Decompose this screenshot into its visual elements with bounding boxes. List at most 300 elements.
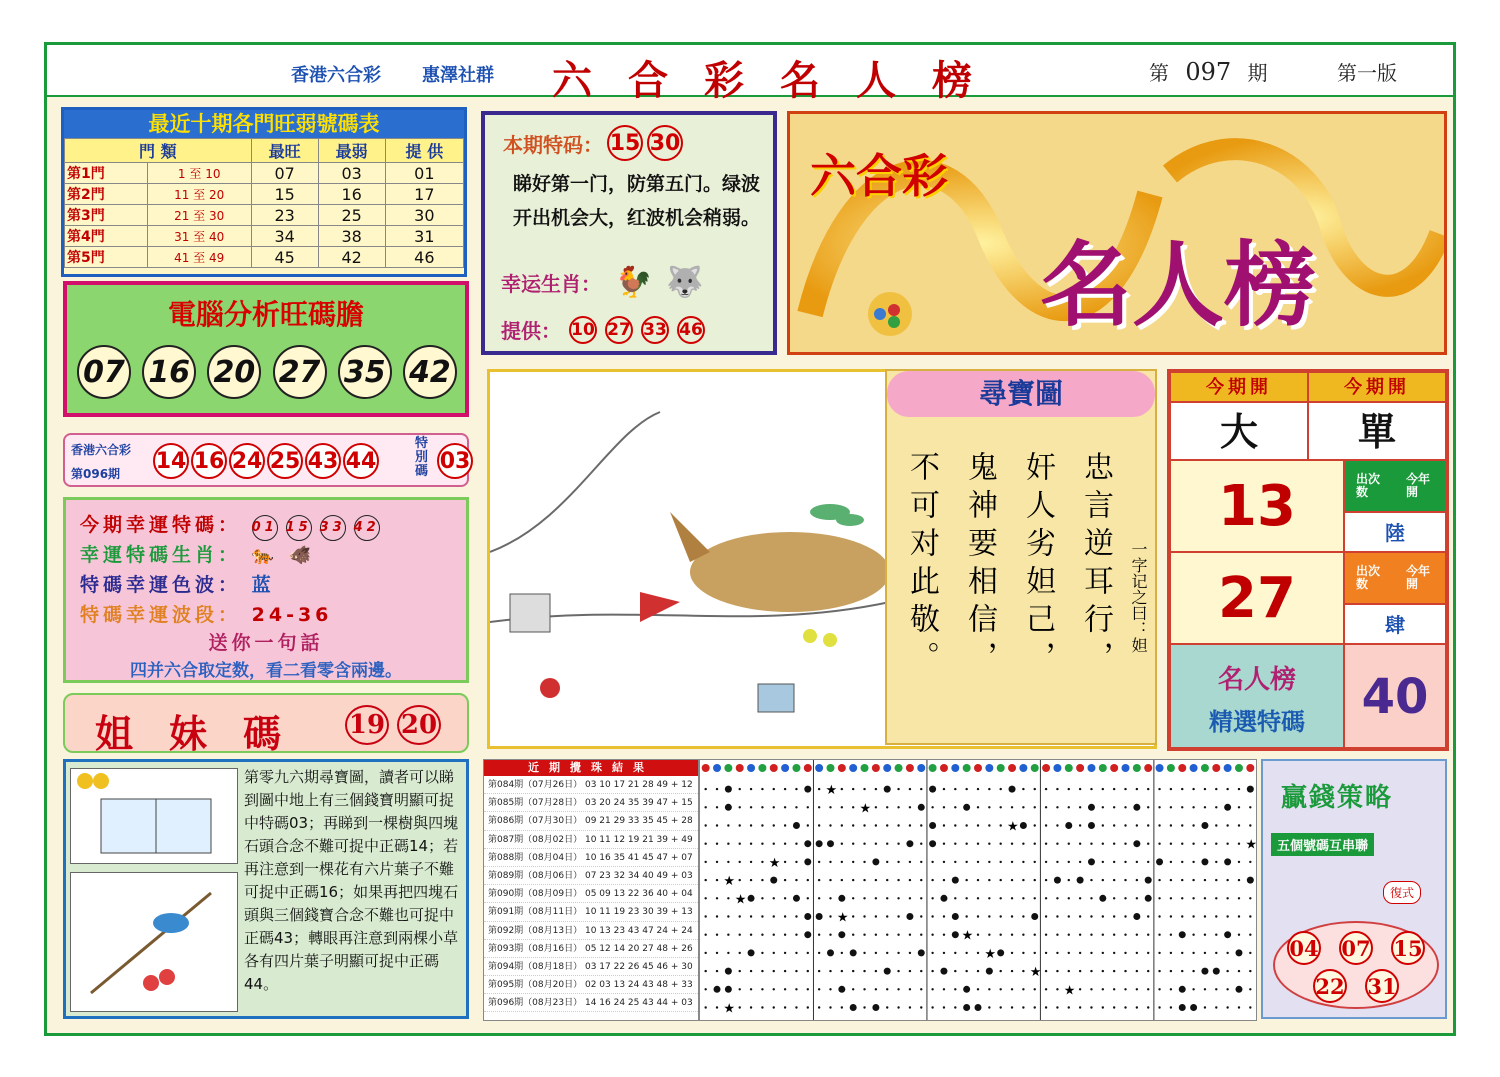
empty-dot	[750, 824, 752, 826]
empty-dot	[875, 988, 877, 990]
table-row: 第091期（08月11日） 10 11 19 23 30 39 + 13	[484, 903, 698, 921]
empty-dot	[795, 861, 797, 863]
header-ball	[713, 764, 721, 772]
special-star: ★	[734, 892, 747, 908]
empty-dot	[1181, 915, 1183, 917]
empty-dot	[886, 897, 888, 899]
hit-dot	[1099, 895, 1106, 902]
table-row: 第2門 11 至 20 15 16 17	[65, 184, 464, 205]
empty-dot	[1181, 806, 1183, 808]
empty-dot	[863, 843, 865, 845]
empty-dot	[784, 915, 786, 917]
empty-dot	[784, 934, 786, 936]
empty-dot	[704, 824, 706, 826]
empty-dot	[909, 861, 911, 863]
empty-dot	[1022, 897, 1024, 899]
empty-dot	[886, 1006, 888, 1008]
header-ball	[1122, 764, 1130, 772]
empty-dot	[704, 788, 706, 790]
hit-dot	[850, 949, 857, 956]
empty-dot	[1102, 915, 1104, 917]
empty-dot	[795, 806, 797, 808]
empty-dot	[1147, 934, 1149, 936]
empty-dot	[1124, 1006, 1126, 1008]
luck-row-zodiac: 幸運特碼生肖： 🐅 🐗	[80, 544, 316, 566]
empty-dot	[727, 915, 729, 917]
header-ball	[724, 764, 732, 772]
empty-dot	[1011, 970, 1013, 972]
empty-dot	[988, 988, 990, 990]
empty-dot	[863, 788, 865, 790]
empty-dot	[818, 988, 820, 990]
empty-dot	[909, 806, 911, 808]
empty-dot	[727, 843, 729, 845]
empty-dot	[704, 915, 706, 917]
empty-dot	[807, 952, 809, 954]
empty-dot	[1204, 1006, 1206, 1008]
empty-dot	[807, 806, 809, 808]
hit-dot	[1054, 877, 1061, 884]
empty-dot	[1136, 970, 1138, 972]
header	[47, 45, 1453, 104]
empty-dot	[1113, 824, 1115, 826]
empty-dot	[1068, 934, 1070, 936]
number-ball: 04	[1287, 931, 1321, 965]
empty-dot	[1158, 879, 1160, 881]
empty-dot	[999, 988, 1001, 990]
hit-dot	[770, 877, 777, 884]
empty-dot	[1022, 861, 1024, 863]
empty-dot	[1249, 806, 1251, 808]
number-ball: 42	[354, 515, 380, 541]
empty-dot	[1170, 806, 1172, 808]
empty-dot	[1238, 934, 1240, 936]
header-ball	[702, 764, 710, 772]
empty-dot	[716, 806, 718, 808]
hit-dot	[963, 804, 970, 811]
hit-dot	[827, 949, 834, 956]
hit-dot	[1088, 822, 1095, 829]
header-ball	[1201, 764, 1209, 772]
col-max: 最旺	[251, 139, 318, 163]
empty-dot	[1034, 879, 1036, 881]
empty-dot	[886, 843, 888, 845]
empty-dot	[1102, 843, 1104, 845]
empty-dot	[852, 806, 854, 808]
empty-dot	[965, 915, 967, 917]
empty-dot	[920, 1006, 922, 1008]
special-star: ★	[961, 928, 974, 944]
empty-dot	[863, 952, 865, 954]
empty-dot	[750, 934, 752, 936]
empty-dot	[909, 970, 911, 972]
hit-dot	[975, 1004, 982, 1011]
empty-dot	[954, 861, 956, 863]
empty-dot	[977, 934, 979, 936]
table-row: 第095期（08月20日） 02 03 13 24 43 48 + 33	[484, 976, 698, 994]
empty-dot	[920, 879, 922, 881]
empty-dot	[1102, 970, 1104, 972]
strategy-subtitle: 五個號碼互串聯	[1271, 833, 1374, 856]
strategy-mode: 復式	[1383, 881, 1421, 904]
empty-dot	[1181, 879, 1183, 881]
empty-dot	[784, 952, 786, 954]
empty-dot	[795, 1006, 797, 1008]
empty-dot	[920, 897, 922, 899]
number-ball: 44	[343, 443, 379, 479]
empty-dot	[1022, 970, 1024, 972]
empty-dot	[1124, 988, 1126, 990]
empty-dot	[795, 788, 797, 790]
empty-dot	[761, 879, 763, 881]
empty-dot	[1068, 806, 1070, 808]
hit-dot	[929, 822, 936, 829]
empty-dot	[1113, 915, 1115, 917]
header-ball	[1144, 764, 1152, 772]
empty-dot	[784, 970, 786, 972]
empty-dot	[875, 952, 877, 954]
door-table	[61, 107, 467, 277]
empty-dot	[1079, 970, 1081, 972]
special-star: ★	[984, 946, 997, 962]
empty-dot	[761, 915, 763, 917]
empty-dot	[1192, 788, 1194, 790]
hit-dot	[1145, 877, 1152, 884]
hit-dot	[1133, 913, 1140, 920]
empty-dot	[954, 788, 956, 790]
number-ball: 07	[77, 345, 131, 399]
empty-dot	[954, 970, 956, 972]
hit-dot	[804, 786, 811, 793]
empty-dot	[1124, 879, 1126, 881]
empty-dot	[852, 934, 854, 936]
empty-dot	[920, 843, 922, 845]
empty-dot	[1034, 806, 1036, 808]
empty-dot	[1192, 806, 1194, 808]
hit-dot	[725, 786, 732, 793]
empty-dot	[841, 861, 843, 863]
rooster-icon: 🐓	[615, 265, 653, 300]
gift-phrase: 四并六合取定数，看二看零含兩邊。	[130, 661, 402, 681]
empty-dot	[716, 970, 718, 972]
empty-dot	[829, 934, 831, 936]
empty-dot	[875, 934, 877, 936]
empty-dot	[1113, 806, 1115, 808]
empty-dot	[784, 843, 786, 845]
header-ball	[1008, 764, 1016, 772]
empty-dot	[988, 1006, 990, 1008]
empty-dot	[852, 861, 854, 863]
empty-dot	[1045, 934, 1047, 936]
number-ball: 27	[273, 345, 327, 399]
empty-dot	[1136, 897, 1138, 899]
empty-dot	[943, 788, 945, 790]
empty-dot	[965, 861, 967, 863]
empty-dot	[1079, 952, 1081, 954]
header-ball	[1235, 764, 1243, 772]
number-ball: 19	[345, 705, 389, 745]
empty-dot	[773, 1006, 775, 1008]
hit-dot	[952, 931, 959, 938]
empty-dot	[999, 897, 1001, 899]
hit-dot	[963, 1004, 970, 1011]
empty-dot	[1068, 897, 1070, 899]
hit-dot	[1179, 986, 1186, 993]
tip-offer: 提供： 10 27 33 46	[501, 315, 705, 344]
empty-dot	[841, 824, 843, 826]
hit-dot	[1235, 986, 1242, 993]
special-star: ★	[859, 801, 872, 817]
number-ball: 31	[1365, 969, 1399, 1003]
empty-dot	[750, 970, 752, 972]
empty-dot	[1056, 934, 1058, 936]
empty-dot	[761, 988, 763, 990]
empty-dot	[1045, 879, 1047, 881]
number-ball: 07	[1339, 931, 1373, 965]
trend-dots	[700, 760, 1256, 1020]
empty-dot	[704, 970, 706, 972]
empty-dot	[829, 861, 831, 863]
header-ball	[747, 764, 755, 772]
empty-dot	[727, 824, 729, 826]
empty-dot	[1034, 988, 1036, 990]
empty-dot	[1056, 915, 1058, 917]
empty-dot	[739, 1006, 741, 1008]
empty-dot	[999, 915, 1001, 917]
empty-dot	[818, 824, 820, 826]
empty-dot	[1204, 915, 1206, 917]
empty-dot	[1079, 897, 1081, 899]
empty-dot	[897, 879, 899, 881]
empty-dot	[716, 934, 718, 936]
result-count-2: 肆	[1344, 604, 1446, 644]
hit-dot	[1133, 804, 1140, 811]
result-size: 大	[1170, 402, 1308, 460]
empty-dot	[761, 843, 763, 845]
empty-dot	[716, 879, 718, 881]
col-offer: 提 供	[385, 139, 463, 163]
hit-dot	[1224, 804, 1231, 811]
empty-dot	[897, 952, 899, 954]
header-ball	[1178, 764, 1186, 772]
empty-dot	[954, 824, 956, 826]
empty-dot	[1056, 988, 1058, 990]
number-ball: 27	[605, 316, 633, 344]
empty-dot	[1181, 861, 1183, 863]
empty-dot	[1079, 915, 1081, 917]
empty-dot	[1192, 897, 1194, 899]
recent-results	[483, 759, 699, 1021]
tip-special: 本期特码： 15 30	[503, 125, 683, 161]
empty-dot	[909, 988, 911, 990]
special-star: ★	[1029, 965, 1042, 981]
special-label: 特別碼	[415, 436, 429, 479]
empty-dot	[909, 897, 911, 899]
empty-dot	[841, 952, 843, 954]
header-ball	[929, 764, 937, 772]
empty-dot	[750, 879, 752, 881]
empty-dot	[761, 934, 763, 936]
number-ball: 20	[207, 345, 261, 399]
hit-dot	[884, 968, 891, 975]
empty-dot	[977, 915, 979, 917]
empty-dot	[1226, 824, 1228, 826]
header-ball	[963, 764, 971, 772]
empty-dot	[977, 988, 979, 990]
empty-dot	[739, 988, 741, 990]
empty-dot	[863, 897, 865, 899]
empty-dot	[784, 788, 786, 790]
empty-dot	[773, 934, 775, 936]
empty-dot	[739, 934, 741, 936]
special-star: ★	[825, 783, 838, 799]
page-frame	[44, 42, 1456, 1036]
empty-dot	[1011, 897, 1013, 899]
hit-dot	[986, 968, 993, 975]
empty-dot	[897, 843, 899, 845]
empty-dot	[1011, 988, 1013, 990]
header-ball	[736, 764, 744, 772]
empty-dot	[875, 806, 877, 808]
empty-dot	[773, 824, 775, 826]
empty-dot	[1204, 897, 1206, 899]
empty-dot	[1249, 861, 1251, 863]
empty-dot	[750, 915, 752, 917]
number-ball: 01	[252, 515, 278, 541]
hit-dot	[1224, 858, 1231, 865]
header-ball	[770, 764, 778, 772]
empty-dot	[999, 970, 1001, 972]
empty-dot	[1102, 861, 1104, 863]
empty-dot	[1136, 788, 1138, 790]
hit-dot	[725, 804, 732, 811]
empty-dot	[897, 897, 899, 899]
sister-panel	[63, 693, 469, 756]
empty-dot	[965, 788, 967, 790]
empty-dot	[954, 843, 956, 845]
empty-dot	[829, 1006, 831, 1008]
last-draw-numbers	[153, 443, 379, 479]
empty-dot	[841, 879, 843, 881]
empty-dot	[863, 915, 865, 917]
empty-dot	[1192, 824, 1194, 826]
empty-dot	[1181, 824, 1183, 826]
header-ball	[1099, 764, 1107, 772]
hit-dot	[1247, 786, 1254, 793]
trend-grid	[699, 759, 1257, 1021]
hit-dot	[1020, 822, 1027, 829]
empty-dot	[1215, 1006, 1217, 1008]
header-ball	[1053, 764, 1061, 772]
empty-dot	[875, 824, 877, 826]
hit-dot	[804, 913, 811, 920]
empty-dot	[931, 806, 933, 808]
empty-dot	[920, 934, 922, 936]
scroll-poem	[904, 451, 1117, 691]
empty-dot	[1147, 970, 1149, 972]
empty-dot	[773, 897, 775, 899]
empty-dot	[1170, 788, 1172, 790]
empty-dot	[875, 915, 877, 917]
hit-dot	[963, 986, 970, 993]
empty-dot	[1022, 934, 1024, 936]
empty-dot	[704, 952, 706, 954]
empty-dot	[1158, 970, 1160, 972]
empty-dot	[1192, 988, 1194, 990]
empty-dot	[1147, 1006, 1149, 1008]
empty-dot	[943, 824, 945, 826]
empty-dot	[1022, 952, 1024, 954]
empty-dot	[886, 934, 888, 936]
empty-dot	[931, 970, 933, 972]
empty-dot	[1068, 1006, 1070, 1008]
empty-dot	[1192, 952, 1194, 954]
empty-dot	[1226, 897, 1228, 899]
empty-dot	[1102, 952, 1104, 954]
empty-dot	[977, 843, 979, 845]
header-ball	[974, 764, 982, 772]
empty-dot	[886, 806, 888, 808]
header-ball	[883, 764, 891, 772]
empty-dot	[1113, 1006, 1115, 1008]
empty-dot	[1192, 861, 1194, 863]
number-ball: 46	[677, 316, 705, 344]
empty-dot	[1124, 861, 1126, 863]
empty-dot	[1170, 952, 1172, 954]
empty-dot	[1226, 788, 1228, 790]
empty-dot	[818, 806, 820, 808]
empty-dot	[1045, 788, 1047, 790]
empty-dot	[1102, 824, 1104, 826]
empty-dot	[977, 824, 979, 826]
empty-dot	[1113, 861, 1115, 863]
number-ball: 24	[229, 443, 265, 479]
table-row: 第088期（08月04日） 10 16 35 41 45 47 + 07	[484, 849, 698, 867]
empty-dot	[1158, 952, 1160, 954]
empty-dot	[1238, 915, 1240, 917]
table-row: 第092期（08月13日） 10 13 23 43 47 24 + 24	[484, 922, 698, 940]
empty-dot	[1022, 806, 1024, 808]
empty-dot	[1079, 788, 1081, 790]
empty-dot	[784, 879, 786, 881]
empty-dot	[988, 824, 990, 826]
strategy-title: 贏錢策略	[1281, 783, 1394, 813]
empty-dot	[920, 824, 922, 826]
empty-dot	[1192, 934, 1194, 936]
empty-dot	[727, 861, 729, 863]
empty-dot	[1215, 934, 1217, 936]
empty-dot	[829, 824, 831, 826]
tip-text: 睇好第一门，防第五门。绿波开出机会大，红波机会稍弱。	[513, 173, 761, 229]
empty-dot	[1215, 952, 1217, 954]
luck-row-range: 特碼幸運波段： 24-36	[80, 604, 333, 626]
empty-dot	[875, 788, 877, 790]
empty-dot	[1204, 788, 1206, 790]
empty-dot	[1090, 1006, 1092, 1008]
empty-dot	[1226, 879, 1228, 881]
empty-dot	[739, 915, 741, 917]
empty-dot	[977, 970, 979, 972]
number-ball: 33	[641, 316, 669, 344]
number-ball: 10	[569, 316, 597, 344]
empty-dot	[1238, 897, 1240, 899]
empty-dot	[1113, 952, 1115, 954]
empty-dot	[1226, 970, 1228, 972]
empty-dot	[795, 879, 797, 881]
empty-dot	[1045, 988, 1047, 990]
empty-dot	[1022, 988, 1024, 990]
empty-dot	[1102, 934, 1104, 936]
